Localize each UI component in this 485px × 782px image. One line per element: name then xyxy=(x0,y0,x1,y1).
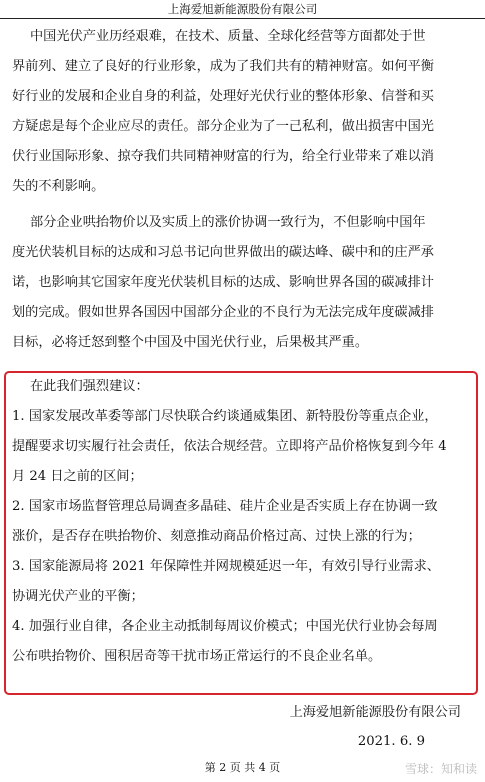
suggestion-item-1-cont: 提醒要求切实履行社会责任，依法合规经营。立即将产品价格恢复到今年 4 xyxy=(12,439,447,454)
suggestion-item-3-cont: 协调光伏产业的平衡； xyxy=(12,589,144,604)
paragraph-line: 方疑虑是每个企业应尽的责任。部分企业为了一己私利，做出损害中国光 xyxy=(12,119,434,134)
signature-company: 上海爱旭新能源股份有限公司 xyxy=(289,705,461,720)
suggestion-item-3: 3. 国家能源局将 2021 年保障性并网规模延迟一年，有效引导行业需求、 xyxy=(12,559,440,574)
paragraph-industry-image xyxy=(0,22,485,202)
suggestion-item-2-cont: 涨价，是否存在哄抬物价、刻意推动商品价格过高、过快上涨的行为； xyxy=(12,529,421,544)
suggestion-item-1-cont: 月 24 日之前的区间； xyxy=(12,469,143,484)
paragraph-line: 失的不利影响。 xyxy=(12,179,105,194)
paragraph-price-impact xyxy=(0,208,485,358)
document-header xyxy=(0,0,485,19)
suggestion-item-2: 2. 国家市场监督管理总局调查多晶硅、硅片企业是否实质上存在协调一致 xyxy=(12,499,438,514)
paragraph-line: 界前列、建立了良好的行业形象，成为了我们共有的精神财富。如何平衡 xyxy=(12,59,434,74)
signature-date: 2021. 6. 9 xyxy=(357,734,425,749)
paragraph-line: 度光伏装机目标的达成和习总书记向世界做出的碳达峰、碳中和的庄严承 xyxy=(12,245,434,260)
paragraph-line: 伏行业国际形象、掠夺我们共同精神财富的行为，给全行业带来了难以消 xyxy=(12,149,434,164)
suggestion-item-1: 1. 国家发展改革委等部门尽快联合约谈通威集团、新特股份等重点企业， xyxy=(12,409,438,424)
suggestions-intro: 在此我们强烈建议： xyxy=(30,379,149,394)
suggestions-list xyxy=(0,372,485,672)
paragraph-line: 划的完成。假如世界各国因中国部分企业的不良行为无法完成年度碳减排 xyxy=(12,305,434,320)
paragraph-line: 目标，必将迁怒到整个中国及中国光伏行业，后果极其严重。 xyxy=(12,335,369,350)
paragraph-line: 诺，也影响其它国家年度光伏装机目标的达成、影响世界各国的碳减排计 xyxy=(12,275,434,290)
suggestion-item-4-cont: 公布哄抬物价、囤积居奇等干扰市场正常运行的不良企业名单。 xyxy=(12,649,382,664)
header-company-name: 上海爱旭新能源股份有限公司 xyxy=(167,2,318,16)
watermark: 雪球：知和读 xyxy=(404,762,477,776)
paragraph-line: 中国光伏产业历经艰难，在技术、质量、全球化经营等方面都处于世 xyxy=(30,29,426,44)
paragraph-line: 部分企业哄抬物价以及实质上的涨价协调一致行为，不但影响中国年 xyxy=(30,215,426,230)
paragraph-line: 好行业的发展和企业自身的利益，处理好光伏行业的整体形象、信誉和买 xyxy=(12,89,434,104)
page-number: 第 2 页 共 4 页 xyxy=(204,761,281,774)
suggestion-item-4: 4. 加强行业自律，各企业主动抵制每周议价模式；中国光伏行业协会每周 xyxy=(12,619,438,634)
